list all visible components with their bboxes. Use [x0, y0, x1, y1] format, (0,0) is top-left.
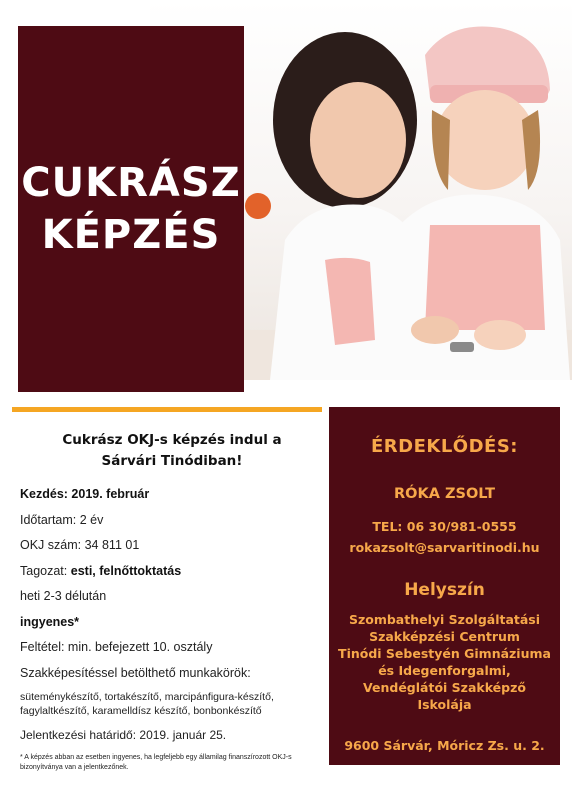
- jobs-line-2: fagylaltkészítő, karamelldísz készítő, bonbonkészítő: [20, 705, 262, 717]
- title-line-1: CUKRÁSZ: [21, 160, 241, 206]
- heading-line-1: Cukrász OKJ-s képzés indul a: [62, 432, 282, 448]
- start-value: 2019. február: [71, 487, 150, 501]
- requirement-row: Feltétel: min. befejezett 10. osztály: [20, 640, 213, 654]
- footnote: * A képzés abban az esetben ingyenes, ha legfeljebb egy államilag finanszírozott OKJ-s bizonyítványa van a jelentkezőnek.: [20, 754, 292, 771]
- okj-row: OKJ szám: 34 811 01: [20, 538, 140, 552]
- schedule-row: heti 2-3 délután: [20, 589, 107, 603]
- start-label: Kezdés:: [20, 487, 68, 501]
- institution-line: Szombathelyi Szolgáltatási: [348, 612, 541, 627]
- location-heading: Helyszín: [404, 580, 485, 600]
- jobs-line-1: süteménykészítő, tortakészítő, marcipánfigura-készítő,: [20, 691, 274, 703]
- institution-line: Tinódi Sebestyén Gimnáziuma: [338, 646, 551, 661]
- deadline-row: Jelentkezési határidő: 2019. január 25.: [20, 728, 227, 742]
- location-address: 9600 Sárvár, Móricz Zs. u. 2.: [344, 738, 545, 753]
- mode-label: Tagozat:: [20, 563, 68, 578]
- cost-value: ingyenes*: [20, 614, 80, 629]
- course-heading: [20, 430, 324, 472]
- contact-email[interactable]: rokazsolt@sarvaritinodi.hu: [349, 540, 540, 555]
- institution-line: Szakképzési Centrum: [369, 629, 520, 644]
- contact-heading: ÉRDEKLŐDÉS:: [370, 436, 518, 457]
- contact-box: [329, 407, 560, 765]
- jobs-heading: Szakképesítéssel betölthető munkakörök:: [20, 665, 251, 680]
- contact-name: RÓKA ZSOLT: [393, 486, 495, 502]
- institution-line: Vendéglátói Szakképző: [363, 680, 526, 695]
- institution-line: és Idegenforgalmi,: [378, 663, 511, 678]
- title-box: [18, 26, 244, 392]
- institution-line: Iskolája: [417, 697, 472, 712]
- heading-line-2: Sárvári Tinódiban!: [101, 453, 243, 469]
- duration-row: Időtartam: 2 év: [20, 512, 104, 527]
- cost-row: [20, 614, 324, 630]
- start-row: [20, 486, 324, 502]
- institution-name: [329, 611, 560, 713]
- mode-row: [20, 563, 324, 579]
- course-info: [20, 430, 324, 773]
- contact-phone[interactable]: TEL: 06 30/981-0555: [372, 519, 517, 534]
- title-line-2: KÉPZÉS: [41, 212, 221, 258]
- divider-line: [12, 407, 322, 412]
- mode-value: esti, felnőttoktatás: [70, 563, 182, 578]
